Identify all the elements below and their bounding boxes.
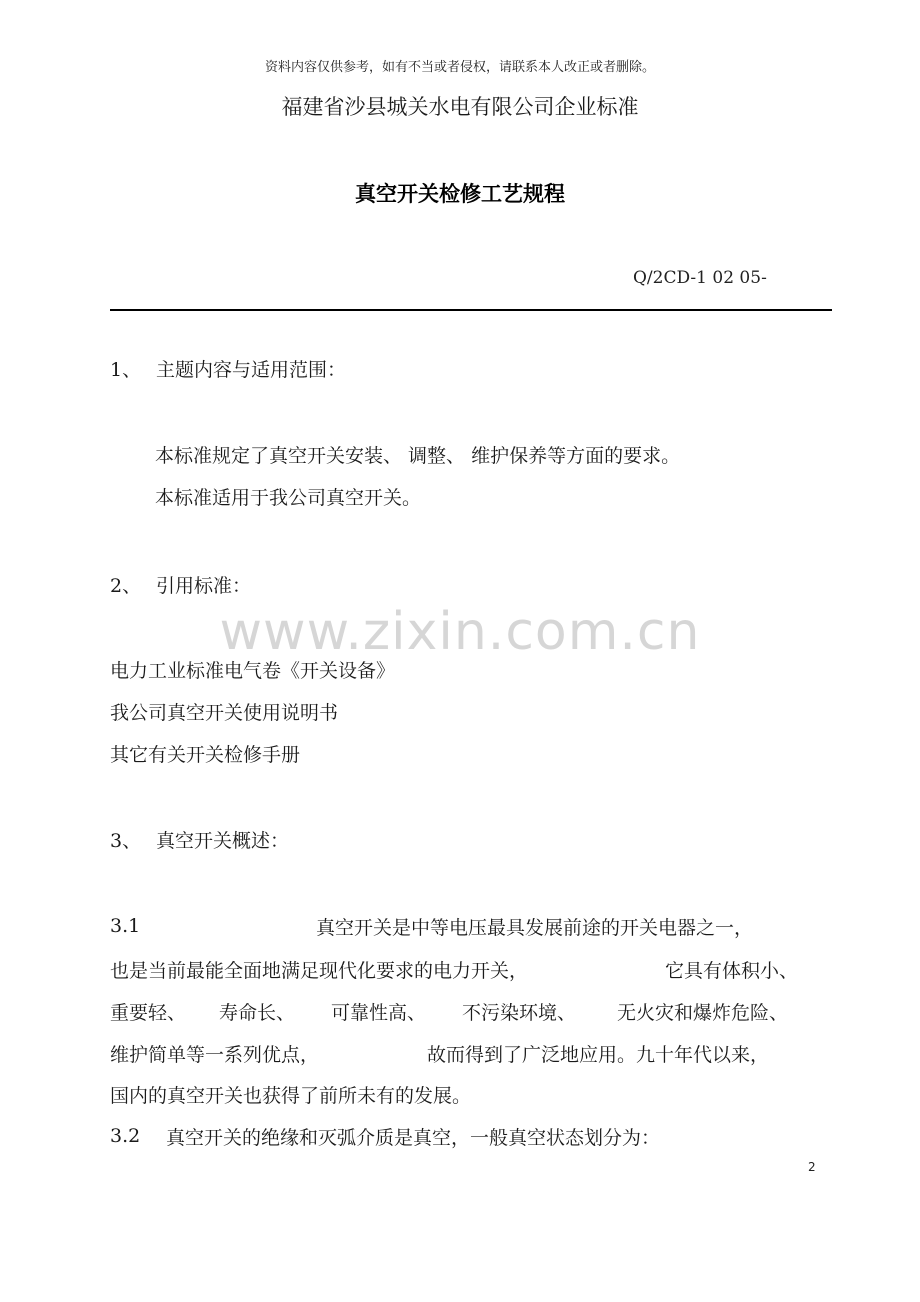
clause-3-2-text: 真空开关的绝缘和灭弧介质是真空，一般真空状态划分为： <box>166 1127 661 1149</box>
clause-3-1-line: 维护简单等一系列优点， <box>110 1044 320 1066</box>
section-3-title: 真空开关概述： <box>156 830 290 852</box>
clause-3-1-number: 3.1 <box>110 915 141 937</box>
clause-3-1-item: 寿命长、 <box>219 1002 296 1024</box>
section-2-title: 引用标准： <box>156 575 252 597</box>
section-2-number: 2、 <box>110 575 142 597</box>
document-code: Q/2CD-1 02 05- <box>633 268 767 288</box>
reference-item: 电力工业标准电气卷《开关设备》 <box>110 660 396 682</box>
section-1-title: 主题内容与适用范围： <box>156 359 347 381</box>
clause-3-1-line: 它具有体积小、 <box>665 960 799 982</box>
header-divider <box>110 309 832 311</box>
section-1-paragraph: 本标准规定了真空开关安装、 调整、 维护保养等方面的要求。 <box>155 445 681 467</box>
reference-item: 我公司真空开关使用说明书 <box>110 702 339 724</box>
clause-3-1-item: 重要轻、 <box>110 1002 187 1024</box>
document-title: 真空开关检修工艺规程 <box>355 182 565 206</box>
clause-3-1-item: 可靠性高、 <box>331 1002 427 1024</box>
section-3-heading <box>110 826 289 853</box>
clause-3-1-line: 国内的真空开关也获得了前所未有的发展。 <box>110 1085 472 1107</box>
page-number: 2 <box>808 1160 816 1174</box>
section-1-heading <box>110 355 346 382</box>
section-1-number: 1、 <box>110 359 142 381</box>
clause-3-1-item: 无火灾和爆炸危险、 <box>617 1002 789 1024</box>
section-3-number: 3、 <box>110 830 142 852</box>
section-2-heading <box>110 571 251 598</box>
section-1-paragraph: 本标准适用于我公司真空开关。 <box>155 487 422 509</box>
disclaimer-notice: 资料内容仅供参考，如有不当或者侵权，请联系本人改正或者删除。 <box>264 60 655 75</box>
watermark: www.zixin.com.cn <box>219 602 701 662</box>
clause-3-2-number: 3.2 <box>110 1125 141 1147</box>
clause-3-1-line: 也是当前最能全面地满足现代化要求的电力开关， <box>110 960 529 982</box>
reference-item: 其它有关开关检修手册 <box>110 744 301 766</box>
clause-3-1-line: 真空开关是中等电压最具发展前途的开关电器之一， <box>316 917 754 939</box>
company-standard-heading: 福建省沙县城关水电有限公司企业标准 <box>281 95 639 119</box>
clause-3-1-item: 不污染环境、 <box>462 1002 577 1024</box>
clause-3-1-line: 故而得到了广泛地应用。九十年代以来， <box>427 1044 770 1066</box>
